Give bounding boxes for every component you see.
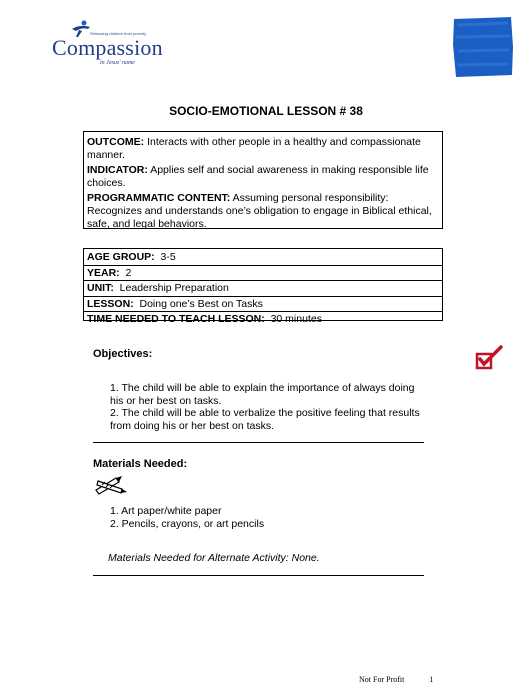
age-group-label: AGE GROUP: [87, 251, 155, 263]
objective-item: 2. The child will be able to verbalize the positive feeling that results from doing his or her best on tasks. [110, 407, 420, 432]
content-line [87, 192, 438, 231]
logo-subtitle: in Jesus' name [100, 60, 135, 66]
blue-paint-block [453, 17, 513, 77]
time-value: 30 minutes [264, 313, 322, 325]
content-label: PROGRAMMATIC CONTENT: [87, 192, 231, 204]
material-item: 2. Pencils, crayons, or art pencils [110, 517, 265, 530]
lesson-value: Doing one’s Best on Tasks [133, 297, 263, 310]
materials-heading: Materials Needed: [93, 458, 188, 470]
year-label: YEAR: [87, 266, 120, 279]
content-text: Assuming personal responsibility: Recognizes and understands one’s obligation to engage in Biblical ethical, safe, and legal behaviors. [87, 192, 432, 230]
outcome-label: OUTCOME: [87, 136, 145, 148]
year-row [84, 266, 442, 282]
objectives-heading: Objectives: [93, 348, 153, 360]
checkbox-check-icon [475, 345, 505, 371]
lesson-details-box [83, 248, 443, 325]
objective-item: 1. The child will be able to explain the importance of always doing his or her best on tasks. [110, 382, 415, 407]
outcome-line [87, 136, 438, 162]
indicator-text: Applies self and social awareness in making responsible life choices. [87, 164, 429, 189]
lesson-row [84, 297, 442, 313]
lesson-label: LESSON: [87, 297, 134, 310]
outcome-text: Interacts with other people in a healthy and compassionate manner. [87, 136, 421, 161]
time-row [84, 312, 442, 327]
section-divider [93, 442, 424, 443]
unit-label: UNIT: [87, 282, 114, 294]
logo-tagline: Releasing children from poverty [90, 31, 147, 36]
age-group-row [84, 250, 442, 266]
logo-name: Compassion [52, 35, 163, 60]
section-divider [93, 575, 424, 576]
indicator-line [87, 164, 438, 190]
time-label: TIME NEEDED TO TEACH LESSON: [87, 313, 265, 325]
indicator-label: INDICATOR: [87, 164, 148, 176]
material-item: 1. Art paper/white paper [110, 505, 222, 517]
compassion-logo [52, 20, 172, 70]
alternate-materials: Materials Needed for Alternate Activity: None. [108, 552, 320, 564]
page-footer [359, 675, 433, 684]
page-title: SOCIO-EMOTIONAL LESSON # 38 [169, 104, 363, 118]
objectives-list [110, 382, 430, 432]
unit-row [84, 281, 442, 297]
year-value: 2 [119, 266, 132, 279]
footer-label: Not For Profit [359, 675, 405, 684]
materials-list [110, 505, 264, 530]
crayons-icon [94, 475, 128, 495]
lesson-info-box [83, 131, 443, 229]
age-group-value: 3-5 [154, 251, 176, 263]
unit-value: Leadership Preparation [113, 282, 229, 294]
page-number: 1 [429, 675, 434, 684]
